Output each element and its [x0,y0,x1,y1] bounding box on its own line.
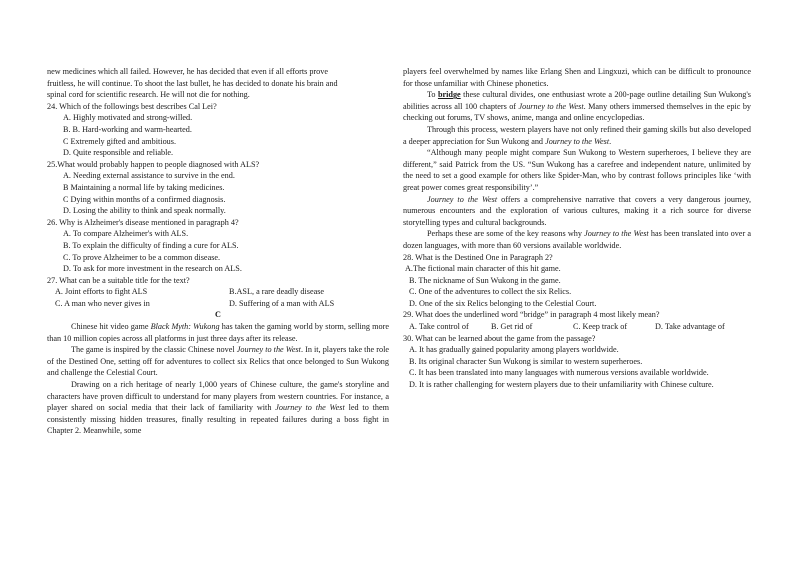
text-line: new medicines which all failed. However, he has decided that even if all efforts prove [47,67,328,76]
passage-paragraph-2: The game is inspired by the classic Chinese novel Journey to the West. In it, players take the role of the Destined One, setting off for adventures to collect six Relics that once belonged to Sun Wukong and challenge the Celestial Court. [47,345,390,378]
q24-option-b: B. B. Hard-working and warm-hearted. [63,124,192,134]
q24-option-d: D. Quite responsible and reliable. [63,148,174,158]
q29-option-d: D. Take advantage of [655,322,725,332]
q27-options-row-1 [47,286,389,298]
q28-option-d: D. One of the six Relics belonging to the Celestial Court. [409,298,597,308]
passage-paragraph-6: “Although many people might compare Sun Wukong to Western superheroes, I believe they are different,” said Patrick from the US. “Sun Wukong has a carefree and independent nature, unlimited by the need to set a good example for others like Spider-Man, who by contrast follows principles like ‘with great power comes great responsibility’.” [403,148,751,192]
q24-option-a: A. Highly motivated and strong-willed. [63,113,193,123]
q29-option-c: C. Keep track of [573,322,628,332]
q27-option-b: B.ASL, a rare deadly disease [229,287,325,297]
q26-option-b: B. To explain the difficulty of finding a cure for ALS. [63,240,239,250]
q30-option-b: B. Its original character Sun Wukong is similar to western superheroes. [409,356,643,366]
q29-option-a: A. Take control of [409,322,469,332]
q26-option-d: D. To ask for more investment in the research on ALS. [63,264,242,274]
q24-option-c: C Extremely gifted and ambitious. [63,136,177,146]
right-column [403,66,751,391]
question-26-stem: 26. Why is Alzheimer's disease mentioned in paragraph 4? [47,217,239,227]
q30-option-a: A. It has gradually gained popularity among players worldwide. [409,345,619,355]
q27-option-d: D. Suffering of a man with ALS [229,298,335,308]
question-30-stem: 30. What can be learned about the game from the passage? [403,333,596,343]
q27-option-a: A. Joint efforts to fight ALS [55,287,148,297]
passage-paragraph-4: To bridge these cultural divides, one enthusiast wrote a 200-page outline detailing Sun Wukong's abilities across all 100 chapters of Journey to the West. Many others immersed themselves in the epic by checking out forums, TV shows, anime, manga and online encyclopedias. [403,90,752,123]
question-24-stem: 24. Which of the followings best describes Cal Lei? [47,101,217,111]
text-line: fruitless, he will continue. To shoot the last bullet, he has decided to donate his brain and [47,78,338,88]
q29-options [403,321,751,333]
question-27-stem: 27. What can be a suitable title for the text? [47,275,190,285]
q26-option-a: A. To compare Alzheimer's with ALS. [63,229,189,239]
q26-option-c: C. To prove Alzheimer to be a common disease. [63,252,221,262]
q28-option-b: B. The nickname of Sun Wukong in the game. [409,275,561,285]
question-28-stem: 28. What is the Destined One in Paragraph 2? [403,252,553,262]
underlined-word: bridge [437,90,461,100]
q28-option-c: C. One of the adventures to collect the six Relics. [409,287,572,297]
passage-paragraph-5: Through this process, western players have not only refined their gaming skills but also developed a deeper appreciation for Sun Wukong and Journey to the West. [403,124,751,146]
q28-option-a: A.The fictional main character of this hit game. [405,264,561,274]
q25-option-b: B Maintaining a normal life by taking medicines. [63,182,225,192]
q25-option-d: D. Losing the ability to think and speak normally. [63,206,226,216]
text-line: spinal cord for scientific research. He will not die for nothing. [47,90,250,100]
question-29-stem: 29. What does the underlined word “bridge” in paragraph 4 most likely mean? [403,310,660,320]
q25-option-a: A. Needing external assistance to survive in the end. [63,171,235,181]
q30-option-d: D. It is rather challenging for western players due to their unfamiliarity with Chinese culture. [409,380,714,390]
left-column [47,66,389,437]
q25-option-c: C Dying within months of a confirmed diagnosis. [63,194,226,204]
passage-paragraph-3: Drawing on a rich heritage of nearly 1,000 years of Chinese culture, the game's storyline and characters have proven difficult to understand for many players from western countries. For instance, a player shared on social media that their lack of familiarity with Journey to the West led to them consistently missing hidden treasures, finally resulting in repeated failures during a boss fight in Chapter 2. Meanwhile, some [47,380,390,436]
passage-paragraph-8: Perhaps these are some of the key reasons why Journey to the West has been translated into over a dozen languages, with more than 60 versions available worldwide. [403,229,752,250]
passage-continuation: players feel overwhelmed by names like Erlang Shen and Lingxuzi, which can be difficult to pronounce for those unfamiliar with Chinese phonetics. [403,67,751,88]
passage-paragraph-1: Chinese hit video game Black Myth: Wukong has taken the gaming world by storm, selling more than 10 million copies across all platforms in just three days after its release. [47,322,389,343]
q29-option-b: B. Get rid of [491,322,533,332]
q30-option-c: C. It has been translated into many languages with numerous versions available worldwide. [409,368,709,378]
section-heading: C [215,310,221,320]
q27-option-c: C. A man who never gives in [55,298,150,308]
q27-options-row-2 [47,298,389,310]
passage-paragraph-7: Journey to the West offers a comprehensive narrative that covers a very dangerous journey, numerous encounters and the exploration of various cultures, making it a rich source for diverse storytelling types and cultural backgrounds. [403,194,752,227]
question-25-stem: 25.What would probably happen to people diagnosed with ALS? [47,159,260,169]
